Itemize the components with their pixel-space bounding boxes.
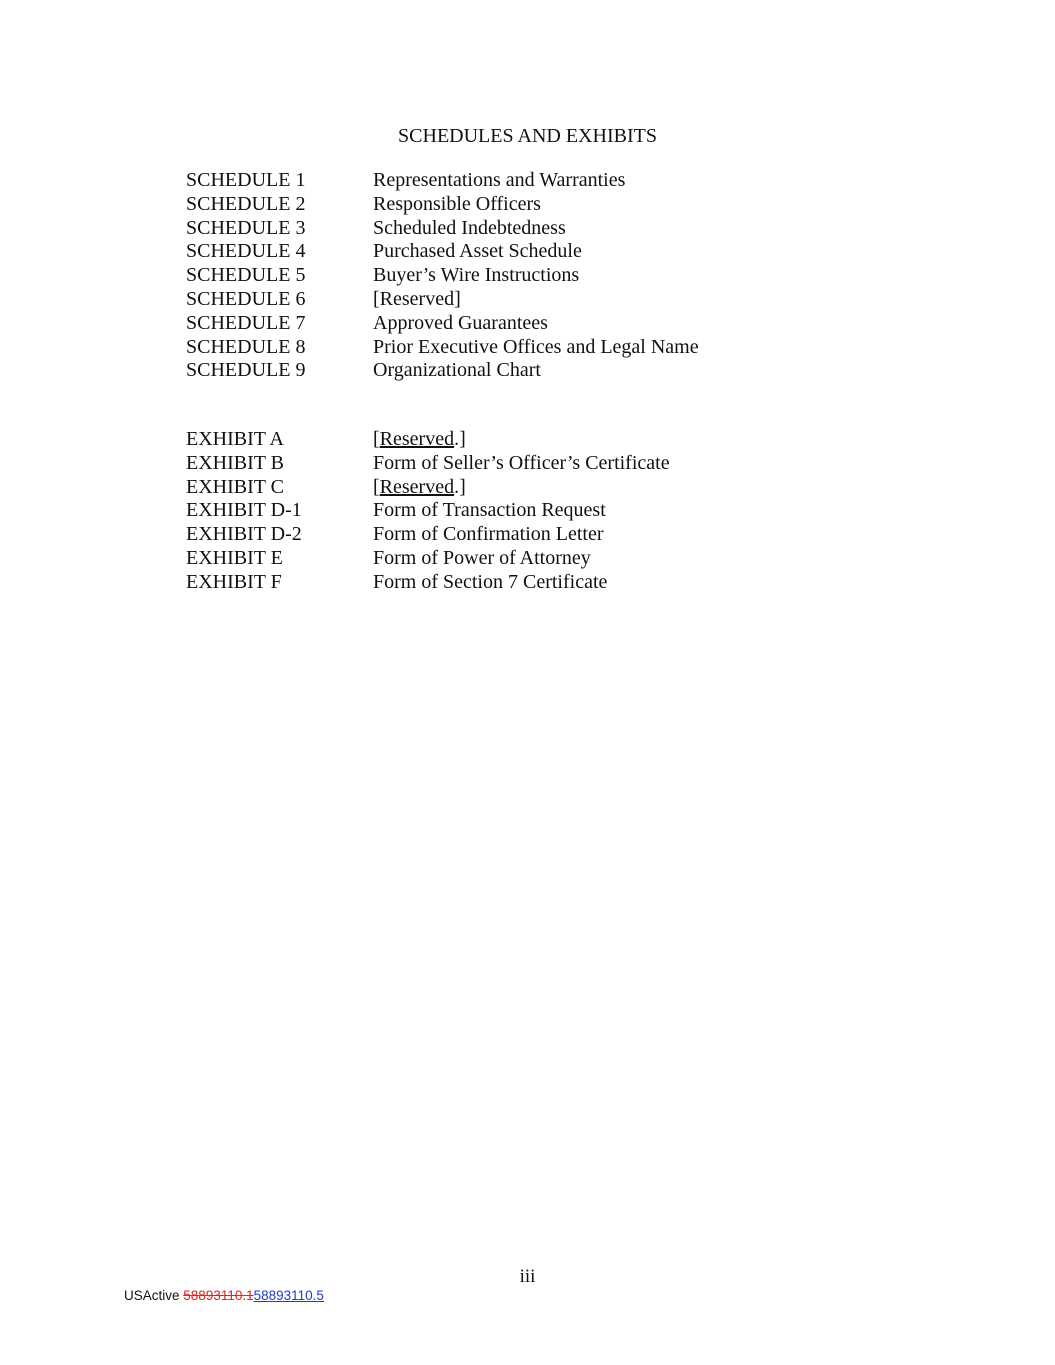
document-id bbox=[124, 1288, 324, 1304]
doc-id-deleted: 58893110.1 bbox=[183, 1288, 254, 1303]
schedule-entry bbox=[186, 359, 886, 383]
exhibit-entry bbox=[186, 499, 886, 523]
schedule-label: SCHEDULE 1 bbox=[186, 169, 306, 191]
schedule-entry bbox=[186, 240, 886, 264]
exhibit-label: EXHIBIT B bbox=[186, 451, 284, 474]
exhibit-label: EXHIBIT F bbox=[186, 570, 282, 593]
schedule-description: Approved Guarantees bbox=[373, 311, 548, 334]
schedule-entry bbox=[186, 264, 886, 288]
schedule-label: SCHEDULE 3 bbox=[186, 216, 306, 239]
doc-id-prefix: USActive bbox=[124, 1288, 184, 1303]
schedule-entry bbox=[186, 336, 886, 360]
reserved-text: Reserved bbox=[379, 475, 455, 498]
schedule-description: Purchased Asset Schedule bbox=[373, 240, 582, 263]
schedule-description: Scheduled Indebtedness bbox=[373, 216, 566, 239]
schedule-label: SCHEDULE 5 bbox=[186, 264, 306, 287]
schedule-entry bbox=[186, 288, 886, 312]
exhibit-label: EXHIBIT E bbox=[186, 546, 283, 569]
exhibit-description: Form of Confirmation Letter bbox=[373, 523, 604, 546]
exhibit-label: EXHIBIT D-2 bbox=[186, 523, 302, 546]
schedule-label: SCHEDULE 2 bbox=[186, 192, 306, 215]
schedule-entry bbox=[186, 217, 886, 241]
schedule-label: SCHEDULE 7 bbox=[186, 311, 306, 334]
reserved-text: Reserved bbox=[379, 428, 455, 450]
exhibit-description bbox=[373, 428, 886, 452]
schedule-label: SCHEDULE 9 bbox=[186, 359, 306, 382]
schedule-description: [Reserved] bbox=[373, 287, 461, 310]
exhibit-description: Form of Section 7 Certificate bbox=[373, 570, 608, 593]
exhibit-description: Form of Power of Attorney bbox=[373, 546, 591, 569]
page-title: SCHEDULES AND EXHIBITS bbox=[398, 125, 657, 147]
exhibit-description: Form of Transaction Request bbox=[373, 499, 606, 522]
page-number: iii bbox=[519, 1266, 536, 1287]
exhibit-entry bbox=[186, 428, 886, 452]
doc-id-inserted: 58893110.5 bbox=[253, 1288, 324, 1303]
exhibit-description bbox=[373, 476, 886, 500]
exhibit-entry bbox=[186, 571, 886, 595]
bracket-close: .] bbox=[454, 475, 466, 498]
exhibit-label: EXHIBIT C bbox=[186, 475, 284, 498]
exhibit-entry bbox=[186, 476, 886, 500]
schedule-entry bbox=[186, 193, 886, 217]
schedule-entry bbox=[186, 169, 886, 193]
exhibit-description: Form of Seller’s Officer’s Certificate bbox=[373, 451, 670, 474]
schedule-label: SCHEDULE 4 bbox=[186, 240, 306, 263]
exhibit-entry bbox=[186, 547, 886, 571]
exhibit-label: EXHIBIT D-1 bbox=[186, 499, 302, 522]
schedule-description: Organizational Chart bbox=[373, 359, 541, 382]
schedule-label: SCHEDULE 8 bbox=[186, 335, 306, 358]
bracket-close: .] bbox=[454, 428, 466, 450]
exhibit-entry bbox=[186, 523, 886, 547]
schedule-entry bbox=[186, 312, 886, 336]
exhibits-list bbox=[186, 428, 886, 595]
schedule-label: SCHEDULE 6 bbox=[186, 287, 306, 310]
exhibit-entry bbox=[186, 452, 886, 476]
schedule-description: Representations and Warranties bbox=[373, 169, 626, 191]
schedule-description: Prior Executive Offices and Legal Name bbox=[373, 335, 699, 358]
schedules-list bbox=[186, 169, 886, 383]
bracket-open: [ bbox=[373, 428, 380, 450]
schedule-description: Responsible Officers bbox=[373, 192, 541, 215]
bracket-open: [ bbox=[373, 475, 380, 498]
exhibit-label: EXHIBIT A bbox=[186, 428, 284, 450]
schedule-description: Buyer’s Wire Instructions bbox=[373, 264, 580, 287]
